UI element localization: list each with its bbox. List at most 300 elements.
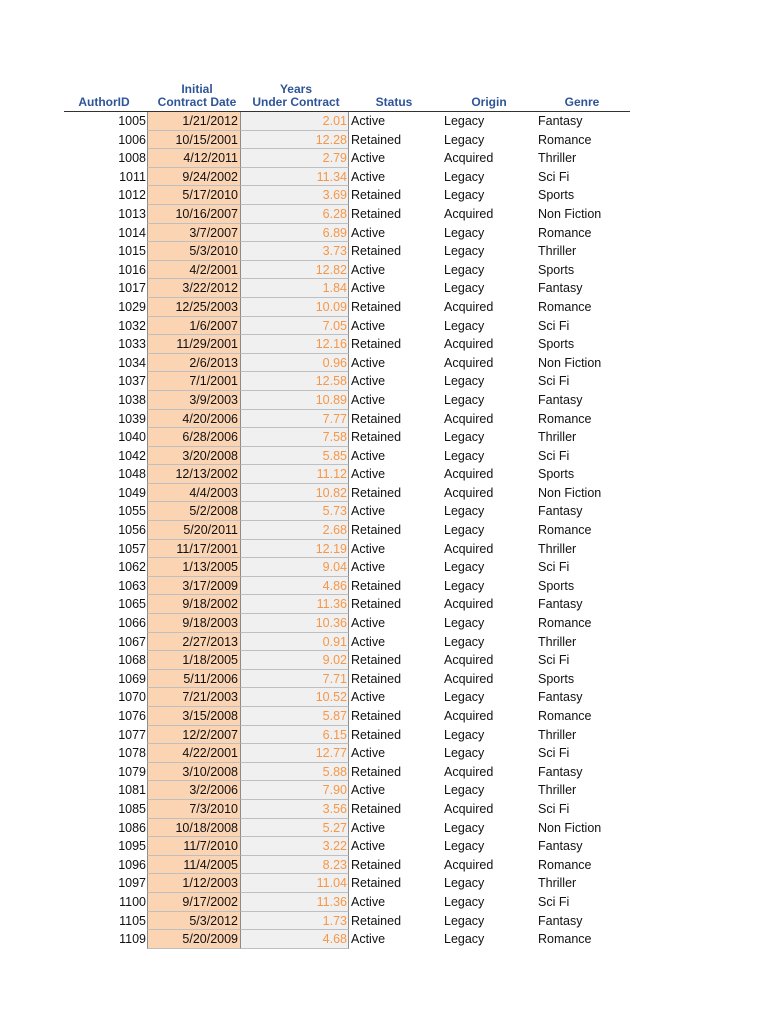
contract-date-cell[interactable]: 7/3/2010 bbox=[147, 800, 241, 819]
author-id-cell[interactable]: 1086 bbox=[118, 820, 146, 835]
genre-cell[interactable]: Sports bbox=[538, 671, 575, 686]
table-row bbox=[64, 707, 630, 726]
origin-cell[interactable]: Legacy bbox=[444, 727, 485, 742]
author-id-cell[interactable]: 1095 bbox=[118, 839, 146, 854]
contract-date-cell[interactable]: 7/21/2003 bbox=[147, 688, 241, 707]
table-row bbox=[64, 354, 630, 373]
contract-date-cell[interactable]: 12/13/2002 bbox=[147, 465, 241, 484]
years-cell[interactable]: 11.36 bbox=[241, 893, 349, 912]
contract-date-cell[interactable]: 3/17/2009 bbox=[147, 577, 241, 596]
years-cell[interactable]: 5.27 bbox=[241, 819, 349, 838]
header-row bbox=[64, 80, 630, 112]
years-cell[interactable]: 6.89 bbox=[241, 224, 349, 243]
contract-date-cell[interactable]: 5/2/2008 bbox=[147, 502, 241, 521]
contract-date-cell[interactable]: 9/18/2003 bbox=[147, 614, 241, 633]
origin-cell[interactable]: Legacy bbox=[444, 318, 485, 333]
origin-cell[interactable]: Acquired bbox=[444, 597, 494, 612]
origin-cell[interactable]: Legacy bbox=[444, 839, 485, 854]
author-id-cell[interactable]: 1014 bbox=[118, 225, 146, 240]
status-cell[interactable]: Retained bbox=[351, 430, 402, 445]
contract-date-cell[interactable]: 11/29/2001 bbox=[147, 335, 241, 354]
author-id-cell[interactable]: 1096 bbox=[118, 857, 146, 872]
origin-cell[interactable]: Legacy bbox=[444, 634, 485, 649]
contract-date-cell[interactable]: 9/18/2002 bbox=[147, 595, 241, 614]
status-cell[interactable]: Retained bbox=[351, 411, 402, 426]
genre-cell[interactable]: Thriller bbox=[538, 541, 577, 556]
header-years-under-contract[interactable] bbox=[246, 83, 346, 109]
contract-date-cell[interactable]: 3/10/2008 bbox=[147, 763, 241, 782]
genre-cell[interactable]: Thriller bbox=[538, 876, 577, 891]
table-row bbox=[64, 670, 630, 689]
years-cell[interactable]: 12.16 bbox=[241, 335, 349, 354]
genre-cell[interactable]: Non Fiction bbox=[538, 485, 602, 500]
origin-cell[interactable]: Acquired bbox=[444, 801, 494, 816]
years-cell[interactable]: 3.22 bbox=[241, 837, 349, 856]
genre-cell[interactable]: Sci Fi bbox=[538, 894, 570, 909]
contract-date-cell[interactable]: 1/12/2003 bbox=[147, 874, 241, 893]
author-id-cell[interactable]: 1065 bbox=[118, 597, 146, 612]
table-row bbox=[64, 930, 630, 949]
years-cell[interactable]: 9.04 bbox=[241, 558, 349, 577]
author-id-cell[interactable]: 1077 bbox=[118, 727, 146, 742]
header-initial-contract-date[interactable] bbox=[152, 83, 242, 109]
origin-cell[interactable]: Acquired bbox=[444, 653, 494, 668]
contract-date-cell[interactable]: 11/17/2001 bbox=[147, 540, 241, 559]
status-cell[interactable]: Active bbox=[351, 820, 386, 835]
origin-cell[interactable]: Legacy bbox=[444, 746, 485, 761]
years-cell[interactable]: 8.23 bbox=[241, 856, 349, 875]
origin-cell[interactable]: Acquired bbox=[444, 764, 494, 779]
contract-date-cell[interactable]: 1/18/2005 bbox=[147, 651, 241, 670]
author-id-cell[interactable]: 1081 bbox=[118, 783, 146, 798]
status-cell[interactable]: Retained bbox=[351, 188, 402, 203]
years-cell[interactable]: 7.05 bbox=[241, 317, 349, 336]
years-cell[interactable]: 4.68 bbox=[241, 930, 349, 949]
author-id-cell[interactable]: 1011 bbox=[119, 169, 146, 184]
years-cell[interactable]: 0.96 bbox=[241, 354, 349, 373]
contract-date-cell[interactable]: 4/4/2003 bbox=[147, 484, 241, 503]
status-cell[interactable]: Active bbox=[351, 541, 386, 556]
years-cell[interactable]: 5.87 bbox=[241, 707, 349, 726]
genre-cell[interactable]: Romance bbox=[538, 225, 592, 240]
origin-cell[interactable]: Acquired bbox=[444, 337, 494, 352]
contract-date-cell[interactable]: 4/2/2001 bbox=[147, 261, 241, 280]
contract-date-cell[interactable]: 7/1/2001 bbox=[147, 372, 241, 391]
author-id-cell[interactable]: 1070 bbox=[118, 690, 146, 705]
author-id-cell[interactable]: 1049 bbox=[118, 485, 146, 500]
contract-date-cell[interactable]: 3/7/2007 bbox=[147, 224, 241, 243]
author-id-cell[interactable]: 1055 bbox=[118, 504, 146, 519]
status-cell[interactable]: Retained bbox=[351, 801, 402, 816]
author-id-cell[interactable]: 1008 bbox=[118, 151, 146, 166]
years-cell[interactable]: 11.12 bbox=[241, 465, 349, 484]
years-cell[interactable]: 11.34 bbox=[241, 168, 349, 187]
genre-cell[interactable]: Fantasy bbox=[538, 764, 583, 779]
years-cell[interactable]: 5.73 bbox=[241, 502, 349, 521]
status-cell[interactable]: Active bbox=[351, 448, 386, 463]
origin-cell[interactable]: Legacy bbox=[444, 690, 485, 705]
header-genre[interactable]: Genre bbox=[564, 95, 600, 109]
genre-cell[interactable]: Fantasy bbox=[538, 504, 583, 519]
years-cell[interactable]: 2.68 bbox=[241, 521, 349, 540]
author-id-cell[interactable]: 1078 bbox=[118, 746, 146, 761]
status-cell[interactable]: Active bbox=[351, 504, 386, 519]
header-author-id[interactable]: AuthorID bbox=[78, 95, 130, 109]
genre-cell[interactable]: Sci Fi bbox=[538, 318, 570, 333]
author-id-cell[interactable]: 1066 bbox=[118, 616, 146, 631]
origin-cell[interactable]: Acquired bbox=[444, 485, 494, 500]
status-cell[interactable]: Active bbox=[351, 746, 386, 761]
author-id-cell[interactable]: 1063 bbox=[118, 578, 146, 593]
years-cell[interactable]: 2.79 bbox=[241, 149, 349, 168]
years-cell[interactable]: 9.02 bbox=[241, 651, 349, 670]
author-id-cell[interactable]: 1040 bbox=[118, 430, 146, 445]
years-cell[interactable]: 4.86 bbox=[241, 577, 349, 596]
contract-date-cell[interactable]: 1/21/2012 bbox=[147, 112, 241, 131]
origin-cell[interactable]: Legacy bbox=[444, 281, 485, 296]
table-row bbox=[64, 633, 630, 652]
contract-date-cell[interactable]: 3/22/2012 bbox=[147, 279, 241, 298]
years-cell[interactable]: 3.69 bbox=[241, 186, 349, 205]
status-cell[interactable]: Active bbox=[351, 374, 386, 389]
author-id-cell[interactable]: 1006 bbox=[118, 132, 146, 147]
genre-cell[interactable]: Fantasy bbox=[538, 281, 583, 296]
contract-date-cell[interactable]: 2/6/2013 bbox=[147, 354, 241, 373]
origin-cell[interactable]: Legacy bbox=[444, 448, 485, 463]
years-cell[interactable]: 11.04 bbox=[241, 874, 349, 893]
years-cell[interactable]: 10.09 bbox=[241, 298, 349, 317]
status-cell[interactable]: Active bbox=[351, 894, 386, 909]
contract-date-cell[interactable]: 1/6/2007 bbox=[147, 317, 241, 336]
status-cell[interactable]: Active bbox=[351, 616, 386, 631]
years-cell[interactable]: 7.71 bbox=[241, 670, 349, 689]
author-id-cell[interactable]: 1076 bbox=[118, 709, 146, 723]
author-id-cell[interactable]: 1012 bbox=[118, 188, 146, 203]
table-row bbox=[64, 837, 630, 856]
author-id-cell[interactable]: 1100 bbox=[119, 894, 146, 909]
years-cell[interactable]: 0.91 bbox=[241, 633, 349, 652]
contract-date-cell[interactable]: 3/9/2003 bbox=[147, 391, 241, 410]
genre-cell[interactable]: Thriller bbox=[538, 783, 577, 798]
status-cell[interactable]: Retained bbox=[351, 857, 402, 872]
origin-cell[interactable]: Legacy bbox=[444, 504, 485, 519]
genre-cell[interactable]: Fantasy bbox=[538, 392, 583, 407]
years-cell[interactable]: 7.90 bbox=[241, 781, 349, 800]
years-cell[interactable]: 1.84 bbox=[241, 279, 349, 298]
contract-date-cell[interactable]: 5/20/2011 bbox=[147, 521, 241, 540]
status-cell[interactable]: Active bbox=[351, 560, 386, 575]
header-years-line2: Under Contract bbox=[252, 95, 340, 109]
genre-cell[interactable]: Thriller bbox=[538, 151, 577, 166]
status-cell[interactable]: Active bbox=[351, 114, 386, 128]
table-row bbox=[64, 744, 630, 763]
author-id-cell[interactable]: 1034 bbox=[118, 355, 146, 370]
genre-cell[interactable]: Sci Fi bbox=[538, 374, 570, 389]
years-cell[interactable]: 6.28 bbox=[241, 205, 349, 224]
years-cell[interactable]: 7.58 bbox=[241, 428, 349, 447]
genre-cell[interactable]: Romance bbox=[538, 932, 592, 947]
status-cell[interactable]: Retained bbox=[351, 206, 402, 221]
origin-cell[interactable]: Acquired bbox=[444, 206, 494, 221]
author-id-cell[interactable]: 1097 bbox=[118, 876, 146, 891]
status-cell[interactable]: Active bbox=[351, 634, 386, 649]
genre-cell[interactable]: Sci Fi bbox=[538, 746, 570, 761]
genre-cell[interactable]: Sci Fi bbox=[538, 801, 570, 816]
years-cell[interactable]: 2.01 bbox=[241, 112, 349, 131]
status-cell[interactable]: Retained bbox=[351, 132, 402, 147]
origin-cell[interactable]: Acquired bbox=[444, 467, 494, 482]
genre-cell[interactable]: Fantasy bbox=[538, 597, 583, 612]
author-id-cell[interactable]: 1109 bbox=[119, 932, 146, 947]
origin-cell[interactable]: Legacy bbox=[444, 616, 485, 631]
genre-cell[interactable]: Fantasy bbox=[538, 839, 583, 854]
header-initial-line2: Contract Date bbox=[157, 95, 237, 109]
genre-cell[interactable]: Sci Fi bbox=[538, 653, 570, 668]
author-id-cell[interactable]: 1029 bbox=[118, 299, 146, 314]
status-cell[interactable]: Retained bbox=[351, 244, 402, 259]
status-cell[interactable]: Active bbox=[351, 932, 386, 947]
author-id-cell[interactable]: 1067 bbox=[118, 634, 146, 649]
origin-cell[interactable]: Legacy bbox=[444, 578, 485, 593]
genre-cell[interactable]: Romance bbox=[538, 709, 592, 723]
contract-date-cell[interactable]: 5/17/2010 bbox=[147, 186, 241, 205]
origin-cell[interactable]: Legacy bbox=[444, 169, 485, 184]
status-cell[interactable]: Active bbox=[351, 281, 386, 296]
contract-date-cell[interactable]: 6/28/2006 bbox=[147, 428, 241, 447]
status-cell[interactable]: Retained bbox=[351, 597, 402, 612]
header-status[interactable]: Status bbox=[375, 95, 413, 109]
origin-cell[interactable]: Acquired bbox=[444, 411, 494, 426]
contract-date-cell[interactable]: 2/27/2013 bbox=[147, 633, 241, 652]
author-id-cell[interactable]: 1079 bbox=[118, 764, 146, 779]
status-cell[interactable]: Retained bbox=[351, 876, 402, 891]
status-cell[interactable]: Active bbox=[351, 318, 386, 333]
origin-cell[interactable]: Legacy bbox=[444, 132, 485, 147]
contract-date-cell[interactable]: 11/4/2005 bbox=[147, 856, 241, 875]
years-cell[interactable]: 11.36 bbox=[241, 595, 349, 614]
contract-date-cell[interactable]: 4/22/2001 bbox=[147, 744, 241, 763]
genre-cell[interactable]: Sports bbox=[538, 188, 575, 203]
author-id-cell[interactable]: 1017 bbox=[118, 281, 146, 296]
contract-date-cell[interactable]: 5/3/2010 bbox=[147, 242, 241, 261]
genre-cell[interactable]: Non Fiction bbox=[538, 206, 602, 221]
author-id-cell[interactable]: 1033 bbox=[118, 337, 146, 352]
origin-cell[interactable]: Acquired bbox=[444, 541, 494, 556]
contract-date-cell[interactable]: 3/20/2008 bbox=[147, 447, 241, 466]
genre-cell[interactable]: Sports bbox=[538, 578, 575, 593]
status-cell[interactable]: Active bbox=[351, 783, 386, 798]
origin-cell[interactable]: Legacy bbox=[444, 876, 485, 891]
years-cell[interactable]: 10.36 bbox=[241, 614, 349, 633]
genre-cell[interactable]: Romance bbox=[538, 616, 592, 631]
origin-cell[interactable]: Legacy bbox=[444, 225, 485, 240]
table-row bbox=[64, 335, 630, 354]
table-row bbox=[64, 410, 630, 429]
status-cell[interactable]: Retained bbox=[351, 578, 402, 593]
origin-cell[interactable]: Acquired bbox=[444, 671, 494, 686]
origin-cell[interactable]: Legacy bbox=[444, 523, 485, 538]
table-row bbox=[64, 540, 630, 559]
status-cell[interactable]: Retained bbox=[351, 671, 402, 686]
genre-cell[interactable]: Sci Fi bbox=[538, 169, 570, 184]
origin-cell[interactable]: Legacy bbox=[444, 392, 485, 407]
author-id-cell[interactable]: 1037 bbox=[118, 374, 146, 389]
author-id-cell[interactable]: 1039 bbox=[118, 411, 146, 426]
origin-cell[interactable]: Legacy bbox=[444, 783, 485, 798]
genre-cell[interactable]: Thriller bbox=[538, 727, 577, 742]
genre-cell[interactable]: Fantasy bbox=[538, 913, 583, 928]
contract-date-cell[interactable]: 1/13/2005 bbox=[147, 558, 241, 577]
years-cell[interactable]: 7.77 bbox=[241, 410, 349, 429]
table-row bbox=[64, 168, 630, 187]
genre-cell[interactable]: Non Fiction bbox=[538, 355, 602, 370]
years-cell[interactable]: 3.56 bbox=[241, 800, 349, 819]
status-cell[interactable]: Active bbox=[351, 355, 386, 370]
status-cell[interactable]: Retained bbox=[351, 764, 402, 779]
status-cell[interactable]: Retained bbox=[351, 523, 402, 538]
origin-cell[interactable]: Legacy bbox=[444, 244, 485, 259]
years-cell[interactable]: 12.77 bbox=[241, 744, 349, 763]
genre-cell[interactable]: Romance bbox=[538, 132, 592, 147]
author-id-cell[interactable]: 1085 bbox=[118, 801, 146, 816]
genre-cell[interactable]: Romance bbox=[538, 857, 592, 872]
genre-cell[interactable]: Sports bbox=[538, 337, 575, 352]
years-cell[interactable]: 12.82 bbox=[241, 261, 349, 280]
genre-cell[interactable]: Romance bbox=[538, 411, 592, 426]
table-row bbox=[64, 242, 630, 261]
status-cell[interactable]: Active bbox=[351, 151, 386, 166]
genre-cell[interactable]: Fantasy bbox=[538, 690, 583, 705]
author-id-cell[interactable]: 1068 bbox=[118, 653, 146, 668]
author-id-cell[interactable]: 1038 bbox=[118, 392, 146, 407]
genre-cell[interactable]: Thriller bbox=[538, 244, 577, 259]
table-row bbox=[64, 521, 630, 540]
status-cell[interactable]: Active bbox=[351, 690, 386, 705]
contract-date-cell[interactable]: 5/11/2006 bbox=[147, 670, 241, 689]
contract-date-cell[interactable]: 10/15/2001 bbox=[147, 131, 241, 150]
genre-cell[interactable]: Thriller bbox=[538, 430, 577, 445]
status-cell[interactable]: Active bbox=[351, 467, 386, 482]
contract-date-cell[interactable]: 5/20/2009 bbox=[147, 930, 241, 949]
status-cell[interactable]: Retained bbox=[351, 653, 402, 668]
status-cell[interactable]: Retained bbox=[351, 727, 402, 742]
table-row bbox=[64, 912, 630, 931]
header-origin[interactable]: Origin bbox=[471, 95, 507, 109]
author-id-cell[interactable]: 1056 bbox=[118, 523, 146, 538]
years-cell[interactable]: 10.89 bbox=[241, 391, 349, 410]
table-row bbox=[64, 298, 630, 317]
origin-cell[interactable]: Acquired bbox=[444, 709, 494, 723]
table-row bbox=[64, 428, 630, 447]
contract-date-cell[interactable]: 9/17/2002 bbox=[147, 893, 241, 912]
genre-cell[interactable]: Non Fiction bbox=[538, 820, 602, 835]
author-id-cell[interactable]: 1013 bbox=[118, 206, 146, 221]
origin-cell[interactable]: Legacy bbox=[444, 262, 485, 277]
origin-cell[interactable]: Acquired bbox=[444, 857, 494, 872]
years-cell[interactable]: 6.15 bbox=[241, 726, 349, 745]
origin-cell[interactable]: Legacy bbox=[444, 894, 485, 909]
status-cell[interactable]: Retained bbox=[351, 299, 402, 314]
contract-date-cell[interactable]: 5/3/2012 bbox=[147, 912, 241, 931]
table-row bbox=[64, 317, 630, 336]
genre-cell[interactable]: Sports bbox=[538, 262, 575, 277]
origin-cell[interactable]: Legacy bbox=[444, 932, 485, 947]
origin-cell[interactable]: Legacy bbox=[444, 374, 485, 389]
author-id-cell[interactable]: 1062 bbox=[118, 560, 146, 575]
years-cell[interactable]: 12.19 bbox=[241, 540, 349, 559]
contract-date-cell[interactable]: 10/16/2007 bbox=[147, 205, 241, 224]
author-id-cell[interactable]: 1069 bbox=[118, 671, 146, 686]
origin-cell[interactable]: Legacy bbox=[444, 114, 485, 128]
years-cell[interactable]: 12.28 bbox=[241, 131, 349, 150]
status-cell[interactable]: Active bbox=[351, 169, 386, 184]
status-cell[interactable]: Retained bbox=[351, 913, 402, 928]
table-row bbox=[64, 893, 630, 912]
status-cell[interactable]: Retained bbox=[351, 337, 402, 352]
years-cell[interactable]: 10.52 bbox=[241, 688, 349, 707]
author-id-cell[interactable]: 1048 bbox=[118, 467, 146, 482]
status-cell[interactable]: Retained bbox=[351, 709, 402, 723]
contract-date-cell[interactable]: 4/12/2011 bbox=[147, 149, 241, 168]
status-cell[interactable]: Retained bbox=[351, 485, 402, 500]
origin-cell[interactable]: Acquired bbox=[444, 355, 494, 370]
years-cell[interactable]: 3.73 bbox=[241, 242, 349, 261]
origin-cell[interactable]: Acquired bbox=[444, 299, 494, 314]
contract-date-cell[interactable]: 4/20/2006 bbox=[147, 410, 241, 429]
years-cell[interactable]: 12.58 bbox=[241, 372, 349, 391]
table-row bbox=[64, 224, 630, 243]
genre-cell[interactable]: Romance bbox=[538, 523, 592, 538]
status-cell[interactable]: Active bbox=[351, 262, 386, 277]
years-cell[interactable]: 10.82 bbox=[241, 484, 349, 503]
author-id-cell[interactable]: 1016 bbox=[118, 262, 146, 277]
contract-date-cell[interactable]: 12/2/2007 bbox=[147, 726, 241, 745]
origin-cell[interactable]: Legacy bbox=[444, 913, 485, 928]
contract-date-cell[interactable]: 11/7/2010 bbox=[147, 837, 241, 856]
author-id-cell[interactable]: 1032 bbox=[118, 318, 146, 333]
origin-cell[interactable]: Legacy bbox=[444, 188, 485, 203]
author-id-cell[interactable]: 1057 bbox=[118, 541, 146, 556]
contract-date-cell[interactable]: 3/2/2006 bbox=[147, 781, 241, 800]
status-cell[interactable]: Active bbox=[351, 839, 386, 854]
genre-cell[interactable]: Sports bbox=[538, 467, 575, 482]
author-id-cell[interactable]: 1042 bbox=[118, 448, 146, 463]
status-cell[interactable]: Active bbox=[351, 225, 386, 240]
origin-cell[interactable]: Legacy bbox=[444, 430, 485, 445]
table-row bbox=[64, 800, 630, 819]
origin-cell[interactable]: Legacy bbox=[444, 820, 485, 835]
genre-cell[interactable]: Fantasy bbox=[538, 114, 583, 128]
origin-cell[interactable]: Legacy bbox=[444, 560, 485, 575]
years-cell[interactable]: 1.73 bbox=[241, 912, 349, 931]
origin-cell[interactable]: Acquired bbox=[444, 151, 494, 166]
genre-cell[interactable]: Thriller bbox=[538, 634, 577, 649]
contract-date-cell[interactable]: 3/15/2008 bbox=[147, 707, 241, 726]
author-id-cell[interactable]: 1105 bbox=[119, 913, 146, 928]
genre-cell[interactable]: Sci Fi bbox=[538, 448, 570, 463]
genre-cell[interactable]: Sci Fi bbox=[538, 560, 570, 575]
contract-date-cell[interactable]: 12/25/2003 bbox=[147, 298, 241, 317]
status-cell[interactable]: Active bbox=[351, 392, 386, 407]
contract-date-cell[interactable]: 10/18/2008 bbox=[147, 819, 241, 838]
contract-date-cell[interactable]: 9/24/2002 bbox=[147, 168, 241, 187]
author-id-cell[interactable]: 1015 bbox=[118, 244, 146, 259]
genre-cell[interactable]: Romance bbox=[538, 299, 592, 314]
author-id-cell[interactable]: 1005 bbox=[118, 114, 146, 128]
years-cell[interactable]: 5.85 bbox=[241, 447, 349, 466]
years-cell[interactable]: 5.88 bbox=[241, 763, 349, 782]
table-row bbox=[64, 856, 630, 875]
